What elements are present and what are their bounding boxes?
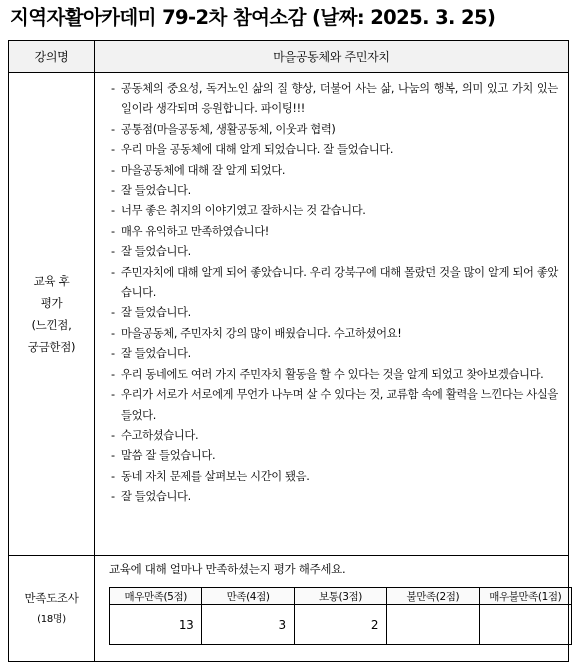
- rating-value-neutral: 2: [294, 605, 386, 645]
- rating-value-very-satisfied: 13: [110, 605, 202, 645]
- document-title: 지역자활아카데미 79-2차 참여소감 (날짜: 2025. 3. 25): [10, 6, 496, 29]
- comment-item: - 잘 들었습니다.: [111, 242, 558, 262]
- rating-header-very-satisfied: 매우만족(5점): [110, 588, 202, 605]
- comment-item: - 우리 마을 공동체에 대해 알게 되었습니다. 잘 들었습니다.: [111, 140, 558, 160]
- comment-item: - 잘 들었습니다.: [111, 344, 558, 364]
- survey-respondent-count: (18명): [37, 613, 66, 625]
- evaluation-label-line: 평가: [40, 296, 63, 310]
- evaluation-label-cell: [9, 73, 95, 556]
- rating-value-row: [110, 605, 572, 645]
- comment-item: - 잘 들었습니다.: [111, 303, 558, 323]
- rating-header-row: [110, 588, 572, 605]
- evaluation-row: [9, 73, 569, 556]
- rating-value-satisfied: 3: [202, 605, 294, 645]
- survey-question: 교육에 대해 얼마나 만족하셨는지 평가 해주세요.: [109, 562, 346, 576]
- comment-item: - 말씀 잘 들었습니다.: [111, 446, 558, 466]
- lecture-header-row: [9, 41, 569, 73]
- comment-item: - 마을공동체, 주민자치 강의 많이 배웠습니다. 수고하셨어요!: [111, 324, 558, 344]
- comment-item: - 잘 들었습니다.: [111, 487, 558, 507]
- lecture-name-cell: 마을공동체와 주민자치: [95, 41, 569, 73]
- rating-header-satisfied: 만족(4점): [202, 588, 294, 605]
- comment-item: - 잘 들었습니다.: [111, 181, 558, 201]
- rating-header-very-dissatisfied: 매우불만족(1점): [479, 588, 571, 605]
- survey-label-cell: [9, 556, 95, 662]
- comment-item: - 동네 자치 문제를 살펴보는 시간이 됐음.: [111, 467, 558, 487]
- rating-value-very-dissatisfied: [479, 605, 571, 645]
- evaluation-label-line: 궁금한점): [27, 340, 76, 354]
- lecture-label-cell: 강의명: [9, 41, 95, 73]
- comment-item: - 우리 동네에도 여러 가지 주민자치 활동을 할 수 있다는 것을 알게 되었고 찾아보겠습니다.: [111, 365, 558, 385]
- comment-item: - 우리가 서로가 서로에게 무언가 나누며 살 수 있다는 것, 교류함 속에 활력을 느낀다는 사실을 들었다.: [111, 385, 558, 426]
- rating-value-dissatisfied: [387, 605, 479, 645]
- comment-item: - 마을공동체에 대해 잘 알게 되었다.: [111, 161, 558, 181]
- evaluation-label-line: (느낀점,: [31, 318, 72, 332]
- comment-item: - 공통점(마을공동체, 생활공동체, 이웃과 협력): [111, 120, 558, 140]
- rating-header-dissatisfied: 불만족(2점): [387, 588, 479, 605]
- comment-item: - 수고하셨습니다.: [111, 426, 558, 446]
- comments-list: [95, 73, 568, 508]
- rating-table: [109, 587, 572, 645]
- survey-cell: [95, 556, 569, 662]
- comment-item: - 주민자치에 대해 알게 되어 좋았습니다. 우리 강북구에 대해 몰랐던 것을 많이 알게 되어 좋았습니다.: [111, 263, 558, 304]
- survey-row: [9, 556, 569, 662]
- comment-item: - 너무 좋은 취지의 이야기였고 잘하시는 것 같습니다.: [111, 201, 558, 221]
- comment-item: - 매우 유익하고 만족하였습니다!: [111, 222, 558, 242]
- evaluation-form-table: [8, 40, 569, 662]
- comment-item: - 공동체의 중요성, 독거노인 삶의 질 향상, 더불어 사는 삶, 나눔의 행복, 의미 있고 가치 있는 일이라 생각되며 응원합니다. 파이팅!!!: [111, 79, 558, 120]
- evaluation-label-line: 교육 후: [33, 274, 70, 288]
- survey-label: 만족도조사: [24, 590, 79, 605]
- comments-cell: [95, 73, 569, 556]
- rating-header-neutral: 보통(3점): [294, 588, 386, 605]
